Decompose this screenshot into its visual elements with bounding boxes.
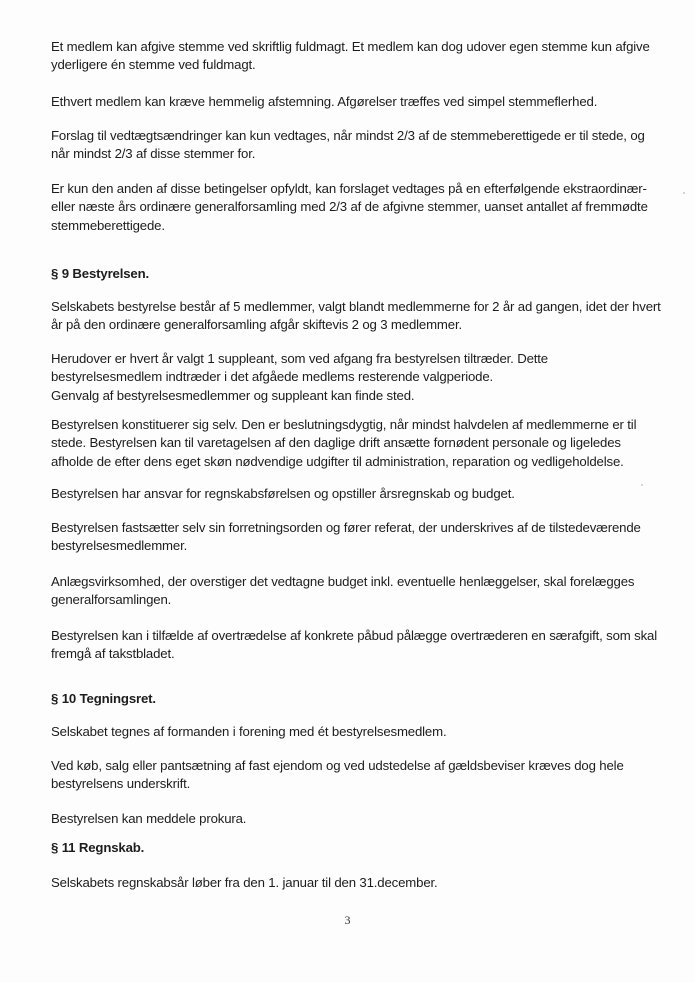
paragraph-substitute: Herudover er hvert år valgt 1 suppleant, som ved afgang fra bestyrelsen tiltræder. Dette bestyrelsesmedlem indtræder i det afgåede medlems resterende valgperiode. bbox=[51, 351, 548, 385]
page-number: 3 bbox=[344, 913, 351, 927]
scan-speck bbox=[683, 192, 685, 194]
scan-speck bbox=[641, 484, 643, 486]
paragraph-signing-authority: Selskabet tegnes af formanden i forening med ét bestyrelsesmedlem. bbox=[51, 724, 447, 739]
paragraph-secret-ballot: Ethvert medlem kan kræve hemmelig afstemning. Afgørelser træffes ved simpel stemmeflerhed. bbox=[51, 94, 598, 109]
paragraph-bylaw-amendments: Forslag til vedtægtsændringer kan kun vedtages, når mindst 2/3 af de stemmeberettigede er til stede, og når mindst 2/3 af disse stemmer for. bbox=[51, 128, 645, 162]
section-heading-10: § 10 Tegningsret. bbox=[51, 691, 156, 706]
paragraph-property-transactions: Ved køb, salg eller pantsætning af fast ejendom og ved udstedelse af gældsbeviser kræves dog hele bestyrelsens underskrift. bbox=[51, 758, 624, 792]
paragraph-accounting-responsibility: Bestyrelsen har ansvar for regnskabsførelsen og opstiller årsregnskab og budget. bbox=[51, 486, 515, 501]
paragraph-proxy-voting: Et medlem kan afgive stemme ved skriftlig fuldmagt. Et medlem kan dog udover egen stemme kun afgive yderligere én stemme ved fuldmagt. bbox=[51, 39, 650, 73]
paragraph-special-fee: Bestyrelsen kan i tilfælde af overtrædelse af konkrete påbud pålægge overtræderen en særafgift, som skal fremgå af takstbladet. bbox=[51, 628, 657, 662]
paragraph-construction-budget: Anlægsvirksomhed, der overstiger det vedtagne budget inkl. eventuelle henlæggelser, skal forelægges generalforsamlingen. bbox=[51, 574, 635, 608]
paragraph-second-vote: Er kun den anden af disse betingelser opfyldt, kan forslaget vedtages på en efterfølgende ekstraordinær- eller næste års ordinære generalforsamling med 2/3 af de afgivne stemmer, uanset antallet af fremmødte stemmeberettigede. bbox=[51, 181, 648, 233]
paragraph-board-constitution: Bestyrelsen konstituerer sig selv. Den er beslutningsdygtig, når mindst halvdelen af medlemmerne er til stede. Bestyrelsen kan til varetagelsen af den daglige drift ansætte fornødent personale og ligeledes afholde de efter dens eget skøn nødvendige udgifter til administration, reparation og vedligeholdelse. bbox=[51, 417, 637, 469]
paragraph-reelection: Genvalg af bestyrelsesmedlemmer og suppleant kan finde sted. bbox=[51, 388, 415, 403]
paragraph-procuration: Bestyrelsen kan meddele prokura. bbox=[51, 811, 247, 826]
section-heading-11: § 11 Regnskab. bbox=[51, 840, 145, 855]
paragraph-rules-of-procedure: Bestyrelsen fastsætter selv sin forretningsorden og fører referat, der underskrives af de tilstedeværende bestyrelsesmedlemmer. bbox=[51, 520, 641, 554]
paragraph-fiscal-year: Selskabets regnskabsår løber fra den 1. januar til den 31.december. bbox=[51, 875, 438, 890]
paragraph-board-composition: Selskabets bestyrelse består af 5 medlemmer, valgt blandt medlemmerne for 2 år ad gangen, idet der hvert år på den ordinære generalforsamling afgår skiftevis 2 og 3 medlemmer. bbox=[51, 299, 661, 333]
section-heading-9: § 9 Bestyrelsen. bbox=[51, 266, 150, 281]
